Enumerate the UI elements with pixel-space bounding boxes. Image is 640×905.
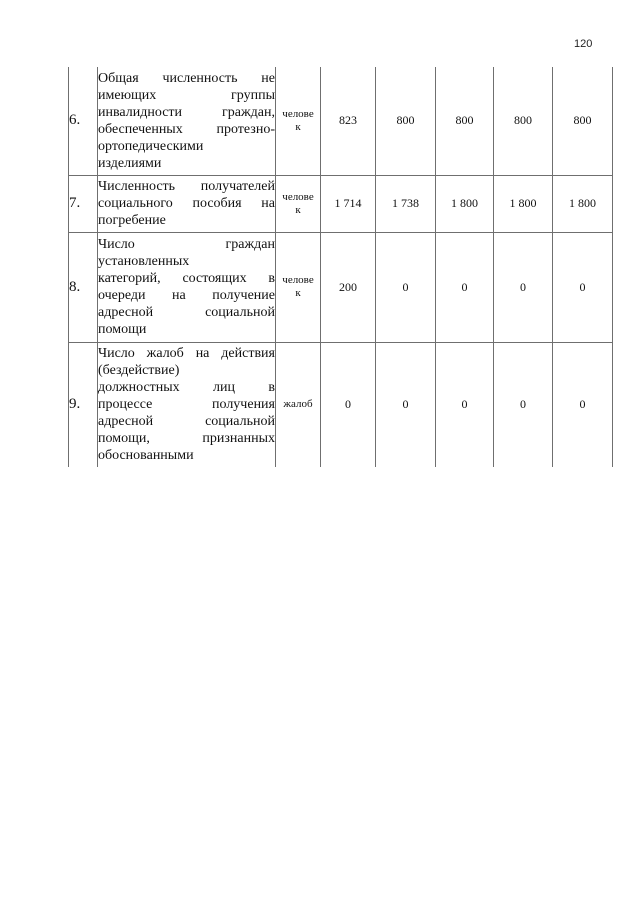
value-cell: 800 xyxy=(494,67,553,175)
value-cell: 1 738 xyxy=(376,175,436,232)
value-cell: 200 xyxy=(321,232,376,342)
unit-line: к xyxy=(295,203,301,216)
value-cell: 0 xyxy=(321,342,376,467)
description-line: Число граждан xyxy=(98,237,275,252)
value-cell: 0 xyxy=(553,232,613,342)
description-line: Численность получателей xyxy=(98,179,275,194)
description-line: ортопедическими xyxy=(98,138,204,154)
row-number-cell: 8. xyxy=(69,232,98,342)
value-cell: 1 800 xyxy=(553,175,613,232)
value-cell: 0 xyxy=(436,342,494,467)
value-cell: 800 xyxy=(436,67,494,175)
table-row xyxy=(69,67,613,175)
data-table xyxy=(68,67,613,467)
unit-cell xyxy=(276,232,321,342)
unit-line: челове xyxy=(282,274,314,286)
value-cell: 800 xyxy=(553,67,613,175)
description-line: должностных лиц в xyxy=(98,380,275,396)
unit-line: челове xyxy=(282,107,314,120)
value-cell: 800 xyxy=(376,67,436,175)
description-cell xyxy=(98,342,276,467)
value-cell: 823 xyxy=(321,67,376,175)
description-line: (бездействие) xyxy=(98,363,180,379)
description-line: имеющих группы xyxy=(98,87,275,103)
description-line: социального пособия на xyxy=(98,196,275,211)
description-line: процессе получения xyxy=(98,397,275,413)
value-cell: 0 xyxy=(553,342,613,467)
description-cell xyxy=(98,232,276,342)
value-cell: 1 714 xyxy=(321,175,376,232)
description-line: инвалидности граждан, xyxy=(98,104,275,120)
row-number-cell: 9. xyxy=(69,342,98,467)
unit-line: челове xyxy=(282,190,314,203)
description-line: Общая численность не xyxy=(98,70,275,86)
value-cell: 0 xyxy=(376,232,436,342)
description-line: очереди на получение xyxy=(98,288,275,303)
description-line: обеспеченных протезно- xyxy=(98,121,275,137)
table-row xyxy=(69,175,613,232)
description-line: изделиями xyxy=(98,155,162,171)
unit-line: к xyxy=(295,120,301,133)
description-line: обоснованными xyxy=(98,448,194,464)
value-cell: 1 800 xyxy=(494,175,553,232)
row-number-cell: 7. xyxy=(69,175,98,232)
value-cell: 1 800 xyxy=(436,175,494,232)
page-number: 120 xyxy=(574,38,593,50)
description-line: Число жалоб на действия xyxy=(98,346,275,362)
value-cell: 0 xyxy=(436,232,494,342)
description-cell xyxy=(98,67,276,175)
table-row xyxy=(69,232,613,342)
value-cell: 0 xyxy=(494,232,553,342)
unit-cell xyxy=(276,175,321,232)
description-line: категорий, состоящих в xyxy=(98,271,275,286)
description-line: помощи xyxy=(98,322,147,337)
value-cell: 0 xyxy=(376,342,436,467)
unit-cell xyxy=(276,67,321,175)
description-line: установленных xyxy=(98,254,190,269)
description-line: адресной социальной xyxy=(98,414,275,430)
value-cell: 0 xyxy=(494,342,553,467)
unit-line: жалоб xyxy=(283,398,313,411)
description-line: адресной социальной xyxy=(98,305,275,320)
table-row xyxy=(69,342,613,467)
description-cell xyxy=(98,175,276,232)
description-line: помощи, признанных xyxy=(98,431,275,447)
unit-line: к xyxy=(295,287,301,299)
row-number-cell: 6. xyxy=(69,67,98,175)
description-line: погребение xyxy=(98,213,166,228)
unit-cell xyxy=(276,342,321,467)
